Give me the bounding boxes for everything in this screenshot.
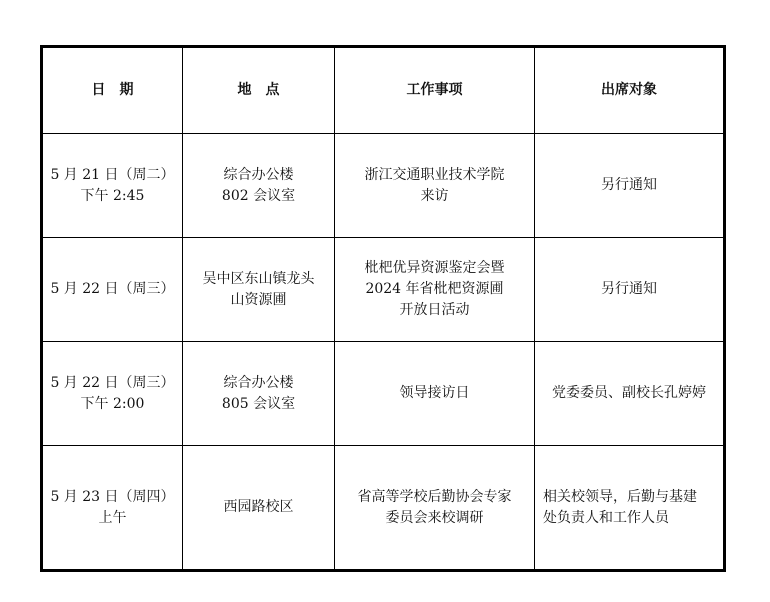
date-line: 5 月 21 日（周二） <box>50 166 175 183</box>
table-row <box>42 134 725 238</box>
item-line: 委员会来校调研 <box>385 509 484 526</box>
schedule-table <box>40 45 726 572</box>
attendees-cell <box>535 134 725 238</box>
attendees-line: 党委委员、副校长孔婷婷 <box>552 385 706 401</box>
time-line: 下午 2:00 <box>80 395 145 412</box>
item-cell <box>335 134 535 238</box>
item-cell <box>335 238 535 342</box>
place-line: 吴中区东山镇龙头 <box>202 270 315 287</box>
place-line: 山资源圃 <box>230 291 287 308</box>
header-item: 工作事项 <box>335 47 535 134</box>
attendees-line: 另行通知 <box>601 177 657 193</box>
place-line: 综合办公楼 <box>223 166 294 183</box>
item-line: 浙江交通职业技术学院 <box>364 166 505 183</box>
item-cell <box>335 446 535 571</box>
item-line: 领导接访日 <box>399 385 470 401</box>
place-line: 综合办公楼 <box>223 374 294 391</box>
item-cell <box>335 342 535 446</box>
header-attendees: 出席对象 <box>535 47 725 134</box>
table-row <box>42 446 725 571</box>
item-line: 枇杷优异资源鉴定会暨 <box>364 260 505 276</box>
place-cell <box>183 342 335 446</box>
attendees-line: 另行通知 <box>601 281 657 297</box>
attendees-cell <box>535 238 725 342</box>
item-line: 来访 <box>420 187 449 204</box>
place-cell <box>183 446 335 571</box>
date-cell <box>42 134 183 238</box>
attendees-cell <box>535 342 725 446</box>
attendees-cell <box>535 446 725 571</box>
item-line: 2024 年省枇杷资源圃 <box>365 281 504 297</box>
place-line: 西园路校区 <box>223 499 294 515</box>
table-row <box>42 342 725 446</box>
item-line: 省高等学校后勤协会专家 <box>357 488 512 505</box>
date-line: 5 月 22 日（周三） <box>50 374 175 391</box>
time-line: 上午 <box>98 509 127 526</box>
date-line: 5 月 23 日（周四） <box>50 488 175 505</box>
place-line: 802 会议室 <box>221 187 296 204</box>
date-line: 5 月 22 日（周三） <box>50 281 175 297</box>
item-line: 开放日活动 <box>399 302 470 318</box>
header-row <box>42 47 725 134</box>
date-cell <box>42 238 183 342</box>
table-row <box>42 238 725 342</box>
place-line: 805 会议室 <box>221 395 296 412</box>
header-date: 日 期 <box>42 47 183 134</box>
time-line: 下午 2:45 <box>80 187 145 204</box>
attendees-line: 相关校领导，后勤与基建 <box>543 488 697 505</box>
header-place: 地 点 <box>183 47 335 134</box>
date-cell <box>42 342 183 446</box>
place-cell <box>183 134 335 238</box>
attendees-line: 处负责人和工作人员 <box>543 509 669 526</box>
date-cell <box>42 446 183 571</box>
place-cell <box>183 238 335 342</box>
